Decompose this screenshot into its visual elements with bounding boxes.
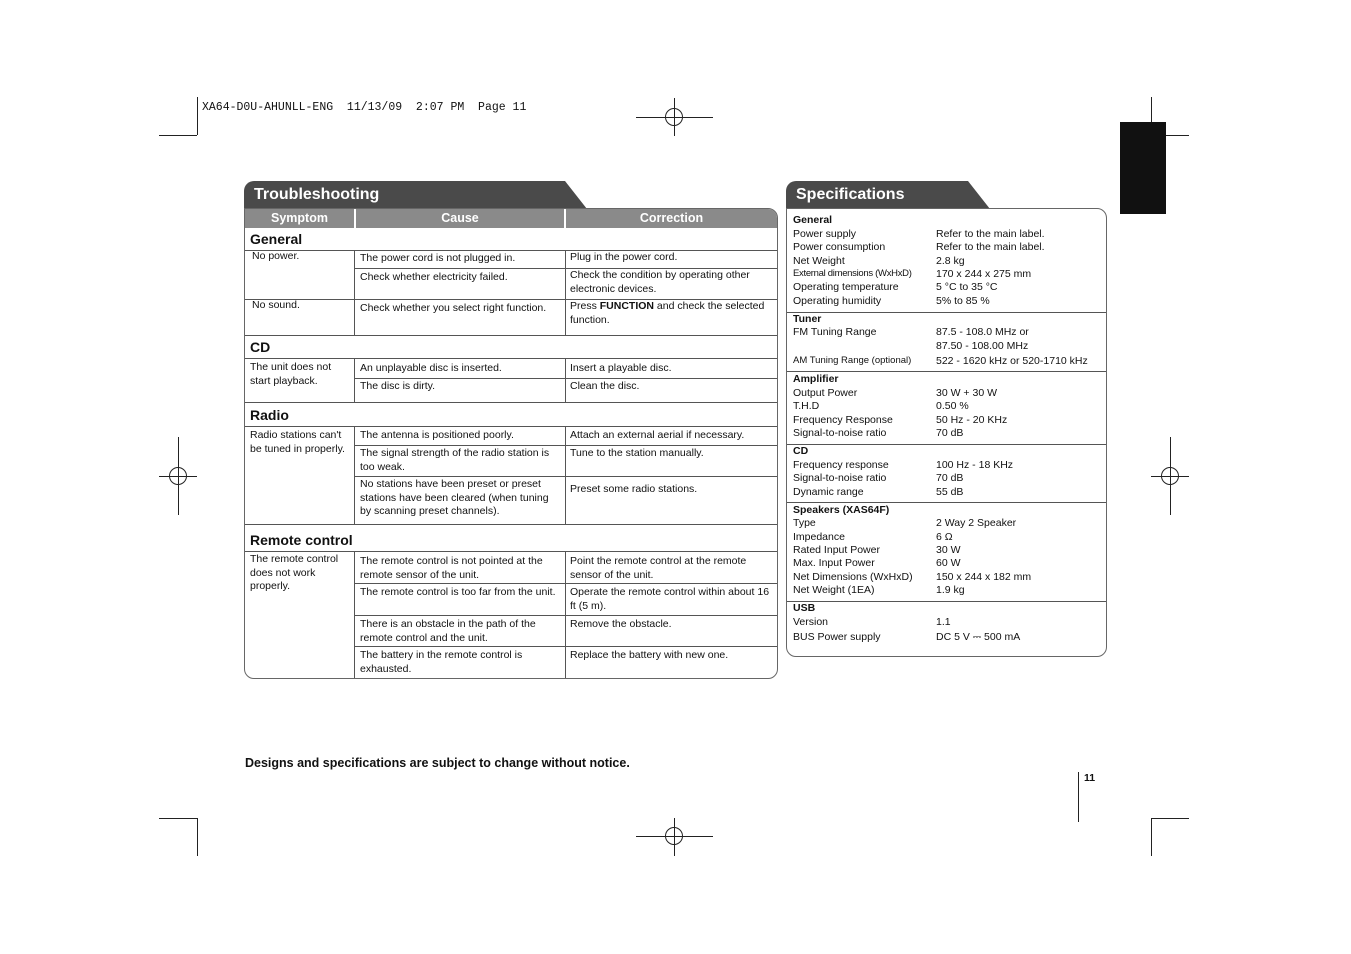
spec-value: Refer to the main label. — [936, 241, 1045, 253]
correction-cell: Point the remote control at the remote sensor of the unit. — [570, 555, 747, 581]
spec-value: 2 Way 2 Speaker — [936, 517, 1017, 529]
troubleshooting-tab-tail — [565, 181, 587, 209]
col-header-correction: Correction — [566, 209, 777, 228]
spec-value: 2.8 kg — [936, 255, 965, 267]
section-general: General — [250, 231, 303, 247]
correction-cell: Plug in the power cord. — [570, 251, 678, 263]
correction-cell: Operate the remote control within about 16 ft (5 m). — [570, 586, 770, 612]
spec-value: 87.50 - 108.00 MHz — [936, 340, 1029, 352]
spec-label: Power supply — [793, 228, 857, 240]
spec-label: Net Weight (1EA) — [793, 584, 875, 596]
cause-cell: The signal strength of the radio station is too weak. — [360, 447, 550, 473]
spec-label: Impedance — [793, 531, 845, 543]
section-cd: CD — [250, 339, 271, 355]
spec-value: 0.50 % — [936, 400, 969, 412]
correction-cell: Remove the obstacle. — [570, 618, 672, 630]
cause-cell: The remote control is too far from the unit. — [360, 586, 556, 598]
spec-value: 60 W — [936, 557, 961, 569]
spec-value: 6 Ω — [936, 531, 953, 543]
specifications-box — [786, 208, 1107, 657]
symptom-cell: The unit does not start playback. — [250, 361, 332, 387]
spec-label: Signal-to-noise ratio — [793, 472, 887, 484]
correction-prefix: Press — [570, 300, 600, 312]
spec-label: Net Weight — [793, 255, 845, 267]
spec-label: FM Tuning Range — [793, 326, 877, 338]
spec-label: Version — [793, 616, 829, 628]
spec-value: 50 Hz - 20 KHz — [936, 414, 1008, 426]
spec-label: Frequency Response — [793, 414, 893, 426]
troubleshooting-title — [244, 181, 565, 209]
spec-group-heading: Speakers (XAS64F) — [793, 504, 890, 516]
cause-cell: No stations have been preset or preset stations have been cleared (when tuning by scanning preset channels). — [360, 478, 549, 517]
correction-cell: Attach an external aerial if necessary. — [570, 429, 745, 441]
spec-value: 1.9 kg — [936, 584, 965, 596]
troubleshooting-title-text: Troubleshooting — [254, 186, 380, 203]
spec-label: T.H.D — [793, 400, 820, 412]
cause-cell: The disc is dirty. — [360, 380, 436, 392]
spec-value: 87.5 - 108.0 MHz or — [936, 326, 1029, 338]
page-number: 11 — [1084, 772, 1096, 784]
spec-label: Operating temperature — [793, 281, 899, 293]
spec-group-heading: Amplifier — [793, 373, 839, 385]
spec-value: 30 W + 30 W — [936, 387, 997, 399]
correction-cell: Clean the disc. — [570, 380, 640, 392]
cause-cell: Check whether you select right function. — [360, 302, 547, 314]
symptom-cell: Radio stations can't be tuned in properly. — [250, 429, 345, 455]
spec-group-heading: General — [793, 214, 833, 226]
spec-value: 55 dB — [936, 486, 964, 498]
spec-group-heading: CD — [793, 445, 809, 457]
spec-label: Type — [793, 517, 816, 529]
section-radio: Radio — [250, 407, 289, 423]
spec-label: Rated Input Power — [793, 544, 880, 556]
spec-group-heading: USB — [793, 602, 816, 614]
spec-label: Dynamic range — [793, 486, 864, 498]
cause-cell: The remote control is not pointed at the remote sensor of the unit. — [360, 555, 543, 581]
correction-cell: Insert a playable disc. — [570, 362, 672, 374]
symptom-cell: No power. — [252, 250, 300, 262]
spec-value: 70 dB — [936, 427, 964, 439]
cause-cell: The power cord is not plugged in. — [360, 252, 516, 264]
spec-value: 1.1 — [936, 616, 951, 628]
spec-value: Refer to the main label. — [936, 228, 1045, 240]
footer-note: Designs and specifications are subject to change without notice. — [245, 756, 630, 770]
correction-cell: Check the condition by operating other electronic devices. — [570, 269, 750, 295]
spec-value: 522 - 1620 kHz or 520-1710 kHz — [936, 355, 1088, 367]
spec-label: Signal-to-noise ratio — [793, 427, 887, 439]
correction-cell: Tune to the station manually. — [570, 447, 704, 459]
spec-value: DC 5 V ⎓ 500 mA — [936, 631, 1021, 643]
col-header-cause: Cause — [356, 209, 564, 228]
col-header-symptom: Symptom — [245, 209, 354, 228]
cause-cell: The antenna is positioned poorly. — [360, 429, 514, 441]
symptom-cell: The remote control does not work properly. — [250, 553, 339, 592]
cause-cell: The battery in the remote control is exhausted. — [360, 649, 523, 675]
spec-label: AM Tuning Range (optional) — [793, 355, 912, 366]
spec-label: Frequency response — [793, 459, 889, 471]
correction-cell — [566, 300, 777, 327]
symptom-cell: No sound. — [252, 299, 300, 311]
spec-value: 5 °C to 35 °C — [936, 281, 998, 293]
cause-cell: Check whether electricity failed. — [360, 271, 508, 283]
spec-label: Net Dimensions (WxHxD) — [793, 571, 913, 583]
spec-label: Output Power — [793, 387, 858, 399]
function-keyword: FUNCTION — [599, 300, 655, 312]
spec-label: BUS Power supply — [793, 631, 881, 643]
correction-cell: Preset some radio stations. — [570, 483, 698, 495]
spec-label: Max. Input Power — [793, 557, 875, 569]
specifications-title — [786, 181, 968, 209]
spec-value: 150 x 244 x 182 mm — [936, 571, 1032, 583]
troubleshooting-table — [244, 208, 778, 679]
specifications-title-text: Specifications — [796, 186, 905, 203]
specifications-tab-tail — [968, 181, 990, 209]
spec-value: 100 Hz - 18 KHz — [936, 459, 1014, 471]
spec-label: Operating humidity — [793, 295, 882, 307]
section-remote-control: Remote control — [250, 532, 353, 548]
spec-value: 30 W — [936, 544, 961, 556]
spec-group-heading: Tuner — [793, 313, 822, 325]
correction-cell: Replace the battery with new one. — [570, 649, 729, 661]
correction-suffix: and check the selected function. — [570, 300, 765, 326]
spec-value: 70 dB — [936, 472, 964, 484]
print-slug: XA64-D0U-AHUNLL-ENG 11/13/09 2:07 PM Page 11 — [202, 101, 527, 114]
spec-value: 5% to 85 % — [936, 295, 990, 307]
spec-label: External dimensions (WxHxD) — [793, 268, 912, 279]
cause-cell: An unplayable disc is inserted. — [360, 362, 502, 374]
spec-value: 170 x 244 x 275 mm — [936, 268, 1032, 280]
side-tab — [1120, 122, 1166, 214]
cause-cell: There is an obstacle in the path of the remote control and the unit. — [360, 618, 536, 644]
spec-label: Power consumption — [793, 241, 886, 253]
